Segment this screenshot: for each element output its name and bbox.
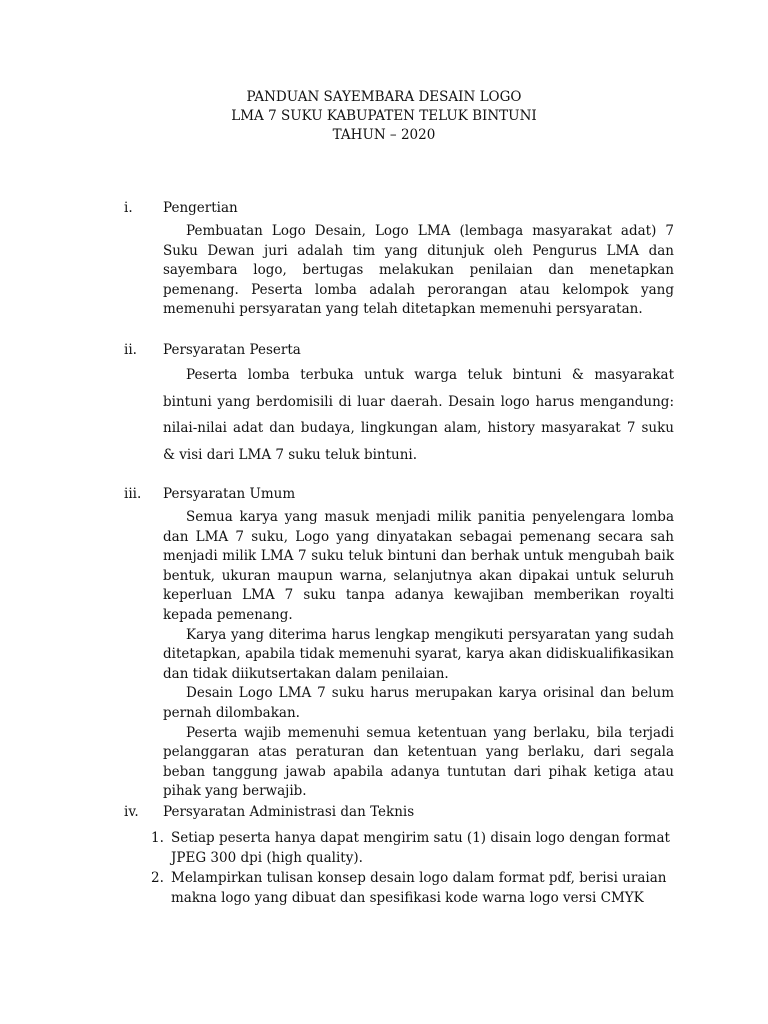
section-number: iii. xyxy=(124,486,142,502)
paragraph: Desain Logo LMA 7 suku harus merupakan karya orisinal dan belum pernah dilombakan. xyxy=(163,685,674,721)
section-number: i. xyxy=(124,200,133,216)
requirements-list xyxy=(151,828,674,908)
paragraph: Pembuatan Logo Desain, Logo LMA (lembaga masyarakat adat) 7 Suku Dewan juri adalah tim yang ditunjuk oleh Pengurus LMA dan sayembara logo, bertugas melakukan penilaian dan menetapkan pemenang. Peserta lomba adalah perorangan atau kelompok yang memenuhi persyaratan yang telah ditetapkan memenuhi persyaratan. xyxy=(163,223,674,318)
list-item xyxy=(151,868,674,908)
section-persyaratan-peserta xyxy=(124,340,674,468)
list-item-number: 2. xyxy=(151,870,164,886)
title-line-1: PANDUAN SAYEMBARA DESAIN LOGO xyxy=(246,89,522,105)
title-line-3: TAHUN – 2020 xyxy=(332,127,436,143)
section-heading xyxy=(124,484,674,504)
title-line-2: LMA 7 SUKU KABUPATEN TELUK BINTUNI xyxy=(231,108,537,124)
list-item-text: Setiap peserta hanya dapat mengirim satu (1) disain logo dengan format JPEG 300 dpi (high quality). xyxy=(171,830,670,866)
document-title xyxy=(0,88,768,145)
list-item-text: Melampirkan tulisan konsep desain logo dalam format pdf, berisi uraian makna logo yang dibuat dan spesifikasi kode warna logo versi CMYK xyxy=(171,870,667,906)
paragraph: Peserta lomba terbuka untuk warga teluk bintuni & masyarakat bintuni yang berdomisili di luar daerah. Desain logo harus mengandung: nilai-nilai adat dan budaya, lingkungan alam, history masyarakat 7 suku & visi dari LMA 7 suku teluk bintuni. xyxy=(163,367,674,463)
section-administrasi-teknis xyxy=(124,802,674,908)
paragraph: Peserta wajib memenuhi semua ketentuan yang berlaku, bila terjadi pelanggaran atas peraturan dan ketentuan yang berlaku, dari segala beban tanggung jawab apabila adanya tuntutan dari pihak ketiga atau pihak yang berwajib. xyxy=(163,724,674,800)
section-heading xyxy=(124,802,674,822)
section-persyaratan-umum xyxy=(124,484,674,802)
list-item xyxy=(151,828,674,868)
section-body xyxy=(163,222,674,320)
section-title: Persyaratan Umum xyxy=(163,486,296,502)
section-pengertian xyxy=(124,198,674,320)
section-body xyxy=(163,362,674,468)
section-title: Pengertian xyxy=(163,200,238,216)
section-heading xyxy=(124,340,674,360)
section-title: Persyaratan Peserta xyxy=(163,342,301,358)
section-body xyxy=(163,508,674,802)
paragraph: Karya yang diterima harus lengkap mengikuti persyaratan yang sudah ditetapkan, apabila tidak memenuhi syarat, karya akan didiskualifikasikan dan tidak diikutsertakan dalam penilaian. xyxy=(163,626,674,682)
section-number: ii. xyxy=(124,342,137,358)
section-title: Persyaratan Administrasi dan Teknis xyxy=(163,804,415,820)
section-heading xyxy=(124,198,674,218)
list-item-number: 1. xyxy=(151,830,164,846)
section-number: iv. xyxy=(124,804,139,820)
paragraph: Semua karya yang masuk menjadi milik panitia penyelengara lomba dan LMA 7 suku, Logo yang dinyatakan sebagai pemenang secara sah menjadi milik LMA 7 suku teluk bintuni dan berhak untuk mengubah baik bentuk, ukuran maupun warna, selanjutnya akan dipakai untuk seluruh keperluan LMA 7 suku tanpa adanya kewajiban memberikan royalti kepada pemenang. xyxy=(163,509,674,623)
